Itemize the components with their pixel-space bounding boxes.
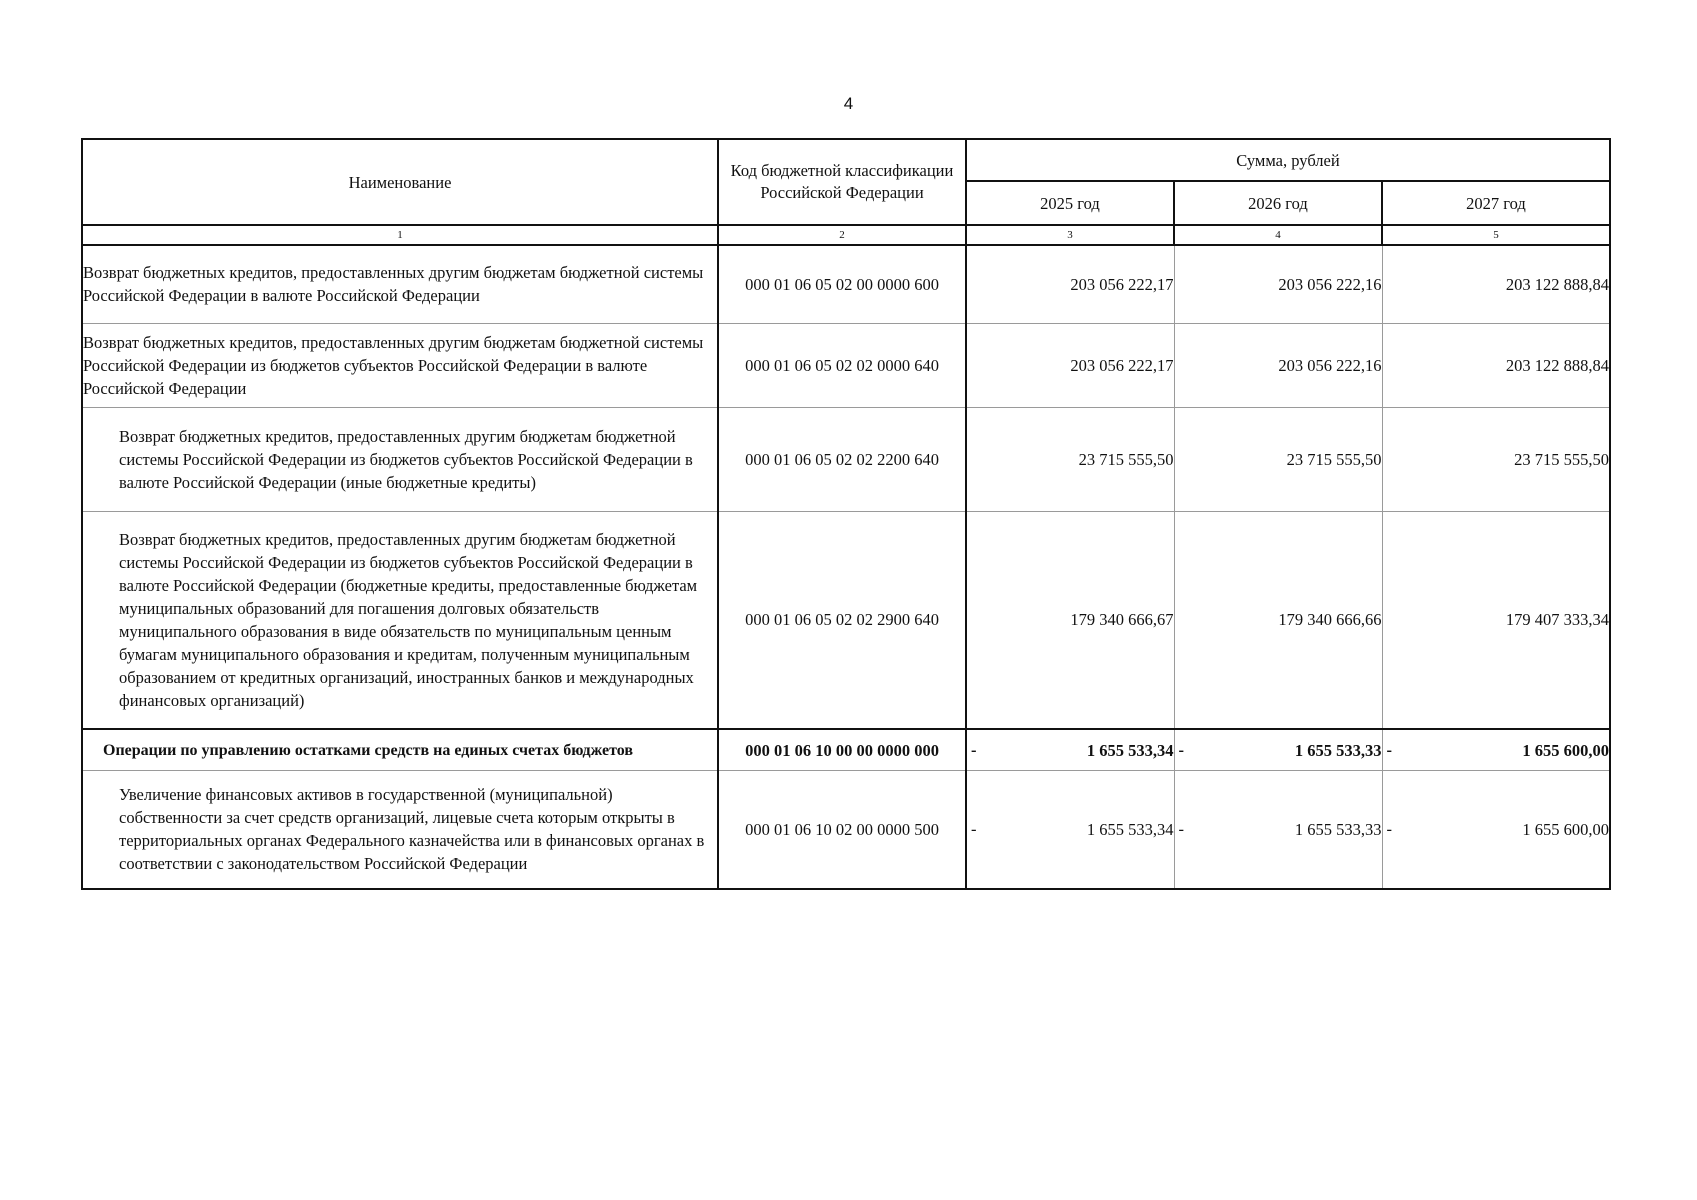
row-value-2026 — [1174, 511, 1382, 729]
row-value-2025 — [966, 407, 1174, 511]
header-year-2026: 2026 год — [1174, 181, 1382, 225]
value-text: 1 655 533,34 — [1086, 740, 1174, 760]
value-text: 1 655 533,33 — [1294, 819, 1382, 839]
value-text: 203 056 222,17 — [1070, 355, 1174, 375]
value-text: 179 340 666,67 — [1070, 610, 1174, 630]
table-row — [82, 407, 1610, 511]
value-text: 179 407 333,34 — [1505, 610, 1609, 630]
row-name: Возврат бюджетных кредитов, предоставленных другим бюджетам бюджетной системы Российской Федерации из бюджетов субъектов Российской Федерации в валюте Российской Федерации — [82, 323, 718, 407]
value-text: 23 715 555,50 — [1286, 449, 1382, 469]
value-text: 203 056 222,16 — [1278, 355, 1382, 375]
header-sum: Сумма, рублей — [966, 139, 1610, 181]
minus-sign: - — [971, 740, 977, 760]
row-name: Увеличение финансовых активов в государственной (муниципальной) собственности за счет средств организаций, лицевые счета которым открыты в территориальных органах Федерального казначейства или в финансовых органах в соответствии с законодательством Российской Федерации — [82, 771, 718, 889]
column-number: 1 — [82, 225, 718, 245]
header-name: Наименование — [82, 139, 718, 225]
column-number: 2 — [718, 225, 966, 245]
row-code: 000 01 06 10 02 00 0000 500 — [718, 771, 966, 889]
minus-sign: - — [1386, 819, 1392, 839]
column-numbers-row — [82, 225, 1610, 245]
value-text: 179 340 666,66 — [1278, 610, 1382, 630]
minus-sign: - — [1386, 740, 1392, 760]
minus-sign: - — [971, 819, 977, 839]
value-text: 1 655 600,00 — [1522, 819, 1609, 839]
table-row — [82, 771, 1610, 889]
table-row — [82, 323, 1610, 407]
row-value-2027 — [1382, 245, 1610, 323]
table-row — [82, 511, 1610, 729]
row-value-2027 — [1382, 511, 1610, 729]
row-value-2026 — [1174, 771, 1382, 889]
row-value-2027 — [1382, 729, 1610, 771]
value-text: 1 655 600,00 — [1522, 740, 1609, 760]
table-row — [82, 245, 1610, 323]
row-value-2025 — [966, 771, 1174, 889]
column-number: 4 — [1174, 225, 1382, 245]
value-text: 23 715 555,50 — [1514, 449, 1609, 469]
minus-sign: - — [1178, 740, 1184, 760]
row-value-2026 — [1174, 729, 1382, 771]
row-value-2027 — [1382, 771, 1610, 889]
value-text: 1 655 533,33 — [1294, 740, 1382, 760]
row-value-2025 — [966, 511, 1174, 729]
column-number: 3 — [966, 225, 1174, 245]
value-text: 203 056 222,17 — [1070, 274, 1174, 294]
value-text: 23 715 555,50 — [1078, 449, 1174, 469]
row-value-2026 — [1174, 323, 1382, 407]
value-text: 203 122 888,84 — [1505, 274, 1609, 294]
row-value-2027 — [1382, 407, 1610, 511]
row-code: 000 01 06 05 02 02 0000 640 — [718, 323, 966, 407]
row-value-2027 — [1382, 323, 1610, 407]
value-text: 203 122 888,84 — [1505, 355, 1609, 375]
column-number: 5 — [1382, 225, 1610, 245]
row-name: Операции по управлению остатками средств на единых счетах бюджетов — [82, 729, 718, 771]
row-value-2025 — [966, 729, 1174, 771]
page-number: 4 — [843, 94, 854, 113]
header-year-2025: 2025 год — [966, 181, 1174, 225]
header-year-2027: 2027 год — [1382, 181, 1610, 225]
row-code: 000 01 06 05 02 02 2200 640 — [718, 407, 966, 511]
row-name: Возврат бюджетных кредитов, предоставленных другим бюджетам бюджетной системы Российской Федерации из бюджетов субъектов Российской Федерации в валюте Российской Федерации (иные бюджетные кредиты) — [82, 407, 718, 511]
minus-sign: - — [1178, 819, 1184, 839]
row-code: 000 01 06 05 02 02 2900 640 — [718, 511, 966, 729]
row-code: 000 01 06 05 02 00 0000 600 — [718, 245, 966, 323]
budget-table — [81, 138, 1611, 890]
row-value-2025 — [966, 245, 1174, 323]
row-value-2026 — [1174, 245, 1382, 323]
row-value-2025 — [966, 323, 1174, 407]
row-code: 000 01 06 10 00 00 0000 000 — [718, 729, 966, 771]
value-text: 203 056 222,16 — [1278, 274, 1382, 294]
header-code: Код бюджетной классификации Российской Федерации — [718, 139, 966, 225]
row-name: Возврат бюджетных кредитов, предоставленных другим бюджетам бюджетной системы Российской Федерации из бюджетов субъектов Российской Федерации в валюте Российской Федерации (бюджетные кредиты, предоставленные бюджетам муниципальных образований для погашения долговых обязательств муниципального образования в виде обязательств по муниципальным ценным бумагам муниципального образования и кредитам, полученным муниципальным образованием от кредитных организаций, иностранных банков и международных финансовых организаций) — [82, 511, 718, 729]
row-name: Возврат бюджетных кредитов, предоставленных другим бюджетам бюджетной системы Российской Федерации в валюте Российской Федерации — [82, 245, 718, 323]
value-text: 1 655 533,34 — [1086, 819, 1174, 839]
table-row-total — [82, 729, 1610, 771]
row-value-2026 — [1174, 407, 1382, 511]
